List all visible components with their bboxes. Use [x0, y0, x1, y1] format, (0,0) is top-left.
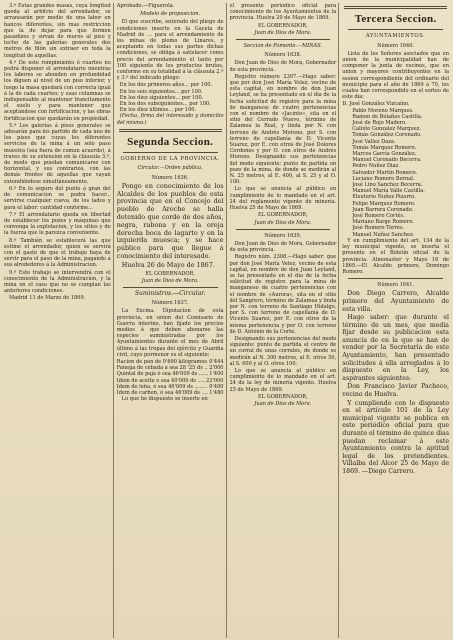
notice-text: Y en cumplimiento del art. 134 de la ley municipal vigente, se inserta el presente en el Boletín oficial de la provincia. Almonaster y Mayo 16 de 1869.—El Alcalde primero, Domingo Romero. — [342, 237, 449, 275]
rate-line: En los diez últimos... por 100. — [119, 107, 197, 114]
notice-text: Lista de los Señores asociados que en union de la municipalidad han de componer la junta de vecinos, que en union y mayores contribuyentes en la sesion correspondiente del ordinario del municipio para el año de 1869 á 70, los cuales han correspondido en el sorteo de este dia: — [342, 50, 449, 101]
list-item: Pablo Moreno Marques. — [352, 107, 414, 114]
divider — [348, 29, 443, 30]
section-heading: Tercera Seccion. — [354, 13, 437, 26]
list-item: Manuel María Valle Castilla. — [352, 188, 425, 195]
list-item: Calixto Gonzalez Marquez. — [352, 126, 422, 133]
list-item: José de Rojo Madero. — [352, 120, 407, 127]
notice-head: Don Diego Carrero, Alcalde primero del Ayuntamiento de esta villa. — [342, 290, 449, 313]
list-item: José Romero Cortés. — [352, 213, 405, 220]
column-3 — [230, 3, 340, 638]
divider — [119, 129, 222, 132]
list-item: Salvador Martín Romero. — [352, 169, 418, 176]
list-item: José Romero Torres. — [352, 225, 405, 232]
rate-line: En los diez siguientes... por 100. — [119, 94, 204, 101]
notice-number: Número 1640. — [377, 42, 415, 49]
notice-text: Registro núm. 2308.—Hago saber: que por don José María Velez, vecino de esta capital, en nombre de don Juan Leyland, se ha presentado en el dia de la fecha solicitud de registro para la mina de manganeso de cuatro pertenencias con el nombre de «Aurora», sita en el sitio del Sangrero, término de Zalamea y linda por N. con terreno de Santiago Hidalgo, por S. con terreno de capellanía de D. Vicente Suarez, por E. con otros de la misma pertenencia y por O. con terreno de D. Antonio de la Corte. — [229, 254, 337, 335]
list-item: Tomás Marquez Romero. — [352, 144, 417, 151]
list-item: Luciano Romero Bernal. — [352, 175, 415, 182]
price-row: Fanega de cebada á sea 28 '25 ds ..... 2'000 — [117, 365, 224, 371]
approval-line: Aprobado.—Figuerola. — [116, 3, 175, 9]
ayuntamientos-heading: AYUNTAMIENTOS. — [365, 33, 426, 40]
list-item: Juan Barrera Coronado. — [352, 206, 414, 213]
divider — [123, 152, 218, 153]
proposal-text: El que suscribe, enterado del pliego de condiciones inserto en la Gaceta de Madrid de ... para el arrendamiento de los minas de plomo de Linares, y aceptando en todas sus partes dichas condiciones, se obliga á satisfacer como precio del arrendamiento el tanto por 100 siguiente de los productos brutos, conforme en su totalidad á la cláusula 2.ª y 3.ª del indicado pliego: — [116, 19, 224, 82]
list-item: Eleuterio Nuñez Pizarro. — [352, 194, 416, 201]
notice-text: Hago saber: que durante el término de un mes, que media fijar desde su publicacion esta anuncia de en la que se han de vender por la Secretaría de este Ayuntamiento, han presentado solicitudes á ella arreglados á lo dispuesto en la Ley, los aspirantes siguientes: — [342, 314, 449, 382]
notice-number: Número 1638. — [264, 52, 302, 59]
list-item: Felipe Marquez Romero. — [352, 200, 416, 207]
paragraph: 7.ª El arrendatario queda en libertad de establecer los pozos y máquinas que convenga la explotacion, y los sitios y de la fuerza que le parezca conveniente. — [4, 211, 111, 237]
names-list — [342, 101, 449, 237]
rate-line: (Fecha, firma del interesado y domicilio del mismo.) — [116, 113, 224, 126]
notice-number: Número 1637. — [151, 300, 189, 307]
list-item: Mariano Barge Romero. — [352, 219, 414, 226]
column-2 — [117, 3, 227, 638]
list-item: José Vallez Daza. — [352, 138, 396, 145]
intro-text: el presente periódico oficial para conocimiento de los Ayuntamientos de la provincia. Huelva 20 de Mayo de 1869. — [229, 3, 337, 22]
gov-heading: GOBIERNO DE LA PROVINCIA. — [120, 156, 220, 163]
notice-text: Lo que se anuncia al público en cumplimiento de lo mandado en el art. 24 de la ley de minería vigente. Huelva 25 de Mayo de 1869. — [229, 367, 337, 393]
list-item: Tomás González Coronado. — [352, 132, 422, 139]
divider — [123, 287, 218, 288]
price-row: Idem de carbon, ó sea 46'009 ds ..... 1'480 — [117, 390, 224, 396]
circular-date: Huelva 26 de Mayo de 1867. — [121, 260, 215, 269]
notice-text: Don Francisco Javier Pacheco, vecino de Huelva. — [342, 383, 449, 399]
paragraph: 8.ª También se establecerá las que estime el arrendador, quien se servirá con el gasto de que el trabajo haya de servir para el paso de la mina, pagando á sus alrededores á la Administracion. — [4, 237, 111, 269]
list-item: Manuel Coronado Becerra. — [352, 157, 422, 164]
paragraph: 9.ª Este trabajo se intervendrá con el conocimiento de la Administracion, y la mina en el caso que no se cumplan las anteriores condiciones. — [4, 269, 111, 295]
divider — [236, 39, 331, 40]
list-item: Marcos García González. — [352, 151, 417, 158]
signature-title: EL GOBERNADOR, — [258, 212, 308, 219]
paragraph: 3.ª Estas grandes masas, cuya longitud queda al arbitrio del arrendador, se arranearán por medio de una labor en bancos diferentes, sin mas restriccion que la de dejar para que formen pasadizos y sirvan de muros al piso y techo de las galerías generales dos metros de filón sin extraer en toda la longitud de aquellas. — [4, 3, 111, 59]
notice-head: Don Juan de Dios de Mora, Gobernador de esta provincia. — [229, 60, 337, 73]
rate-line: En los dos subsiguientes... por 100. — [119, 101, 211, 108]
column-1 — [4, 3, 114, 638]
list-item: D. José González Vizcaíno. — [342, 101, 410, 108]
notice-text: Designando sus pertenencias del modo siguiente: punto de partida el centro de un corral de unas corrales, de donde se medirán al N. 300 metros, al E. otros 50, al S. 600 y al O. otros 100. — [229, 335, 337, 367]
signature-name: Juan de Dios de Mora. — [254, 29, 312, 36]
signature-name: Juan de Dios de Mora. — [141, 277, 199, 284]
list-item: José Lino Sanchez Becerra. — [352, 182, 423, 189]
column-4 — [342, 3, 449, 638]
notice-text: Y cumpliendo con lo dispuesto en el artículo 101 de la Ley municipal vigente se publica en este periódico oficial para que durante el término de quince dias puedan reclamar á este Ayuntamiento contra la aptitud legal de los pretendientes. Villalba del Alcor 25 de Mayo de 1869. —Diego Carrero. — [342, 399, 449, 475]
supplies-title: Suministros.—Circular. — [134, 290, 206, 298]
section-heading: Segunda Seccion. — [127, 136, 214, 149]
divider — [348, 278, 443, 279]
signature-name: Juan de Dios de Mora. — [254, 219, 312, 226]
price-row: Quintal de paja ó sea 46'009 ds ..... 1'400 — [117, 371, 224, 377]
list-item: Pedro Nuñez Diaz. — [352, 163, 400, 170]
notice-number: Número 1639. — [264, 232, 302, 239]
proposal-title: Modelo de proposicion. — [140, 11, 201, 18]
fomento-title: Seccion de Fomento.—MINAS. — [243, 43, 323, 50]
notice-head: Don Juan de Dios de Mora, Gobernador de esta provincia. — [229, 240, 337, 254]
price-row: Idem de aceite ó sea 40'009 ds ..... 23'000 — [117, 378, 224, 384]
divider — [236, 229, 331, 230]
list-item: Manuel Nuñez Sanchez. — [352, 231, 415, 238]
rate-line: En los dos primeros años... por 100. — [119, 82, 213, 89]
circular-text: Pongo en conocimiento de los Alcaldes de los pueblos de esta provincia que en el Concejo del pueblo de Aroche se halla detenido que corde de dos años, negra, rabona y en la oreja derecha boca de lagarto y en la izquierda muesca; y se hace público para que llegue á conocimiento del interesado. — [116, 181, 224, 261]
supplies-text: La Excma. Diputacion de esta provincia, en union del Comisario de Guerra interino, han fijado los precios medios á que deben abonarse las especies suministradas por los Ayuntamientos durante el mes de Abril último á las tropas del ejército y Guardia civil, cuyo pormenor es el siguiente: — [116, 308, 224, 358]
signature-name: Juan de Dios de Mora. — [254, 400, 312, 407]
list-item: Ramon de Bolaños Castilla. — [352, 113, 423, 120]
rate-line: En los seis siguientes... por 100. — [119, 88, 203, 95]
signature-title: EL GOBERNADOR, — [258, 22, 308, 29]
date-line: Madrid 11 de Marzo de 1869. — [9, 295, 86, 302]
price-row: Idem de leña, ó sea 46'009 ds ..... 0'400 — [117, 384, 224, 390]
price-row: Racion de pan de 0'690 kilógramos ..... 0'444 — [117, 359, 224, 365]
notice-text: Registro número 2307.—Hago saber: que por don José María Velez, vecino de esta capital, en nombre de don Juan Leyland, se ha presentado en el dia de la fecha solicitud de registro para la mina de manganeso de cuatro pertenencias con el nombre de «Jacinto», sita en el sitio del Cerrado Nuevo, término de Zalamea la Real, y linda por N. con terreno de Andrés Moreno, por S. con terreno de capellanía de D. Vicente Suarez, por E. con otros de José Dolores Cordones y por O. con otros de Andrés Moreno. Designando sus pertenencias del modo siguiente: punto de partida un pozo de la mina, de donde se medirán al N. 25 metros, al E. 400, al S. 25 y al O. 100. — [229, 73, 337, 186]
notice-number: Número 1636. — [151, 174, 189, 181]
circular-title: Circular.—Orden pública. — [137, 165, 203, 172]
signature-title: EL GOBERNADOR, — [258, 393, 308, 400]
paragraph: 5.ª Los galerías á pisos generales se adosarán para los partido de cada uno de los pisos que cuyas los diferentes servicios de la mina á un solo paso muestra (sea fuera de comun acuerdo), á traves de su extension en la cláusula 3.ª, de modo que puedan comunicarse con horizontal, y sus contrarios, con las demás frentes de aquellas que vayan extendiéndose simultáneamente. — [4, 122, 111, 185]
supplies-footer: Lo que he dispuesto se inserte en — [121, 396, 208, 403]
notice-text: Lo que se anuncia al público en cumplimiento de lo mandado en el art. 24 del reglamento vigente de minería. Huelva 25 de Mayo de 1869. — [229, 186, 337, 212]
signature-title: EL GOBERNADOR, — [145, 270, 195, 277]
notice-number: Número 1641. — [377, 282, 415, 289]
paragraph: 4.ª De este rompimiento ó cuarteo no podrá disponer el arrendatario mientras los labores se ahonden en profundidad los diguen al nivel de un piso inferior, y luego la masa quedará con correcta igual á la de cada cuarteo; y esas columnas se indispensable al mantener trancitamente el suelo y para mantener que aceptándose con fortificacion, y las obras fortificacion que quedarán en propiedad. — [4, 59, 111, 122]
divider — [344, 6, 447, 9]
paragraph: 6.ª En lo seguro del punto á gran del de comunicacion se podrá hacer... servirse cualquier cueva, de los lados y para el labor: cantidad conforme... — [4, 185, 111, 211]
